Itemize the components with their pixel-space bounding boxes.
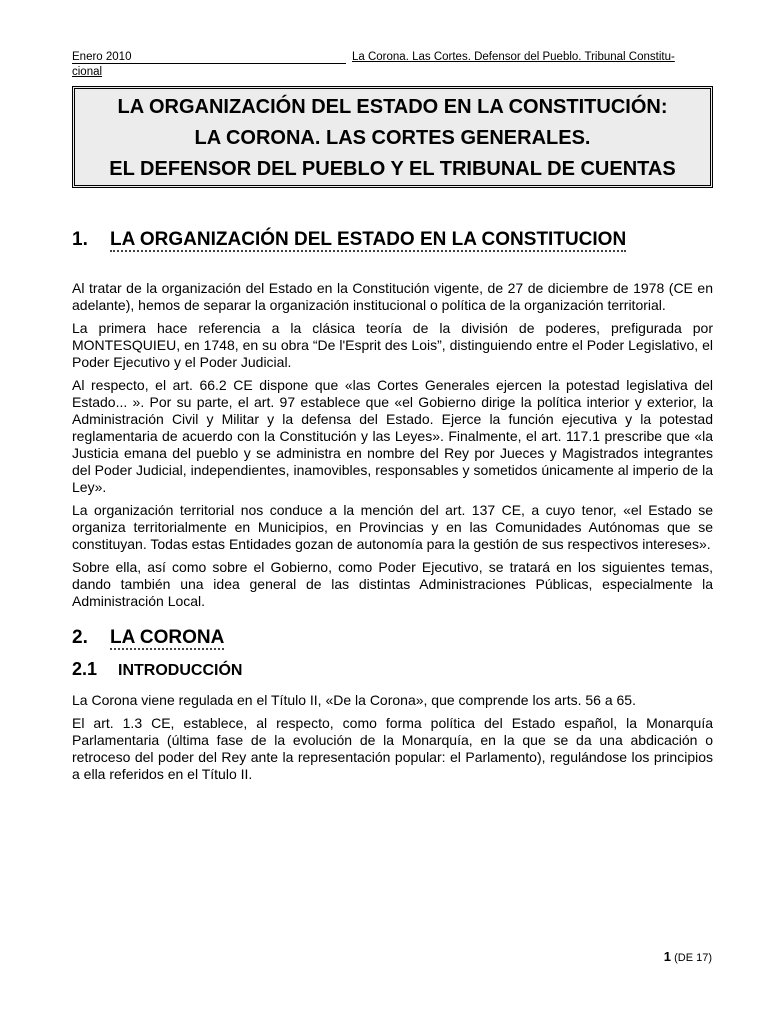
header-date: Enero 2010: [72, 51, 132, 63]
page-total: (DE 17): [674, 952, 712, 964]
header-title-continuation: cional: [72, 66, 103, 78]
title-line-1: LA ORGANIZACIÓN DEL ESTADO EN LA CONSTITUCIÓN:: [117, 96, 668, 118]
subsection-2-1-heading: [72, 658, 713, 682]
paragraph: Al respecto, el art. 66.2 CE dispone que «las Cortes Generales ejercen la potestad legislativa del Estado... ». Por su parte, el art. 97 establece que «el Gobierno dirige la política interior y exterior, la Administración Civil y Militar y la defensa del Estado. Ejerce la función ejecutiva y la potestad reglamentaria de acuerdo con la Constitución y las Leyes». Finalmente, el art. 117.1 prescribe que «la Justicia emana del pueblo y se administra en nombre del Rey por Jueces y Magistrados integrantes del Poder Judicial, independientes, inamovibles, responsables y sometidos únicamente al imperio de la Ley».: [72, 377, 713, 495]
section-1-heading: [72, 228, 713, 252]
subsection-number: 2.1: [72, 659, 98, 679]
paragraph: Sobre ella, así como sobre el Gobierno, como Poder Ejecutivo, se tratará en los siguientes temas, dando también una idea general de las distintas Administraciones Públicas, especialmente la Administración Local.: [72, 559, 713, 609]
paragraph: La Corona viene regulada en el Título II, «De la Corona», que comprende los arts. 56 a 65.: [72, 692, 636, 708]
paragraph: Al tratar de la organización del Estado en la Constitución vigente, de 27 de diciembre de 1978 (CE en adelante), hemos de separar la organización institucional o política de la organización territorial.: [72, 280, 713, 313]
paragraph: El art. 1.3 CE, establece, al respecto, como forma política del Estado español, la Monarquía Parlamentaria (última fase de la evolución de la Monarquía, en la que se da una abdicación o retroceso del poder del Rey ante la representación popular: el Parlamento), regulándose los principios a ella referidos en el Título II.: [72, 715, 713, 782]
section-number: 2.: [72, 627, 88, 648]
section-2-heading: [72, 626, 713, 650]
title-line-3: EL DEFENSOR DEL PUEBLO Y EL TRIBUNAL DE CUENTAS: [109, 158, 676, 180]
paragraph: La organización territorial nos conduce a la mención del art. 137 CE, a cuyo tenor, «el Estado se organiza territorialmente en Municipios, en Provincias y en las Comunidades Autónomas que se constituyan. Todas estas Entidades gozan de autonomía para la gestión de sus respectivos intereses».: [72, 502, 713, 552]
title-box: [72, 86, 713, 188]
subsection-title: INTRODUCCIÓN: [118, 662, 243, 679]
title-line-2: LA CORONA. LAS CORTES GENERALES.: [194, 127, 591, 149]
header-title: La Corona. Las Cortes. Defensor del Pueblo. Tribunal Constitu-: [352, 51, 675, 63]
page-footer: [664, 949, 712, 964]
header-rule: [72, 63, 346, 64]
section-title: LA CORONA: [110, 627, 225, 648]
section-title: LA ORGANIZACIÓN DEL ESTADO EN LA CONSTITUCION: [110, 229, 627, 250]
running-header: [72, 50, 713, 80]
page-number: 1: [663, 949, 672, 964]
section-number: 1.: [72, 229, 88, 250]
paragraph: La primera hace referencia a la clásica teoría de la división de poderes, prefigurada por MONTESQUIEU, en 1748, en su obra “De l'Esprit des Lois”, distinguiendo entre el Poder Legislativo, el Poder Ejecutivo y el Poder Judicial.: [72, 320, 713, 370]
document-page: [72, 50, 713, 789]
